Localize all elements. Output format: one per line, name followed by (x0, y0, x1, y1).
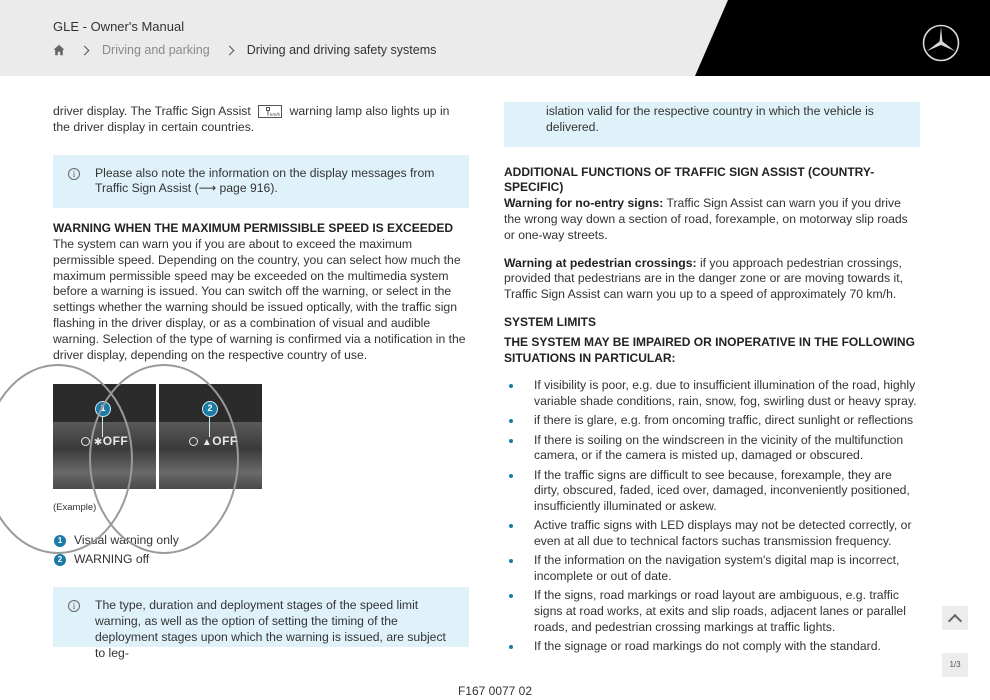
image-marker: 1 (95, 401, 111, 417)
limitations-list (504, 378, 920, 654)
legend-item (53, 531, 469, 550)
list-item: If visibility is poor, e.g. due to insufficient illumination of the road, highly variable shade conditions, rain, snow, fog, swirling dust or heavy spray. (504, 378, 920, 410)
image-marker: 2 (202, 401, 218, 417)
pedestrian-label: Warning at pedestrian crossings: (504, 255, 697, 270)
image-reference-code: F167 0077 02 (457, 684, 533, 698)
legend-number: 1 (54, 535, 66, 547)
breadcrumb-item-driving-and-parking[interactable]: Driving and parking (102, 43, 210, 57)
left-column (53, 104, 469, 660)
page-counter-button[interactable]: 1/3 (942, 653, 968, 677)
legend-text: Visual warning only (74, 532, 179, 547)
list-item: If the signs, road markings or road layout are ambiguous, e.g. traffic signs at road works, at exits and slip roads, adjacent lanes or parallel roads, and pedestrian crossing markings at traffic lights. (504, 588, 920, 635)
info-note-legislation (53, 587, 469, 660)
warning-triangle-icon: ▲ (201, 437, 213, 449)
manual-title: GLE - Owner's Manual (53, 19, 185, 34)
list-item: If the traffic signs are difficult to see because, forexample, they are dirty, obscured, faded, iced over, damaged, inconveniently positioned, insufficiently illuminated or askew. (504, 468, 920, 515)
image-label: ▲OFF (189, 434, 238, 451)
no-entry-text: Traffic Sign Assist can warn you if you drive the wrong way down a section of road, forexample, on motorway slip roads or one-way streets. (504, 196, 908, 242)
scroll-to-top-button[interactable] (942, 606, 968, 630)
info-note (53, 155, 469, 209)
legend-item (53, 550, 469, 569)
section-heading-system-limits: SYSTEM LIMITS (504, 314, 597, 329)
info-icon: i (68, 600, 80, 612)
visual-warning-icon: ✱ (93, 437, 103, 449)
info-note-text: Please also note the information on the display messages from Traffic Sign Assist (⟶ page 916). (95, 165, 435, 196)
list-item: If the signage or road markings do not comply with the standard. (504, 639, 920, 655)
list-item: if there is glare, e.g. from oncoming traffic, direct sunlight or reflections (504, 413, 920, 429)
no-entry-label: Warning for no-entry signs: (504, 196, 664, 211)
chevron-right-icon (224, 45, 234, 55)
info-icon: i (68, 168, 80, 180)
image-caption: (Example) (53, 502, 97, 514)
legend-text: WARNING off (74, 551, 150, 566)
home-icon[interactable] (53, 44, 65, 56)
pedestrian-paragraph (504, 256, 920, 303)
info-note-text: islation valid for the respective country in which the vehicle is delivered. (546, 104, 874, 134)
list-item: If there is soiling on the windscreen in the vicinity of the multifunction camera, or if the camera is misted up, damaged or obscured. (504, 433, 920, 465)
speed-warning-paragraph: The system can warn you if you are about to exceed the maximum permissible speed. Depending on the country, you can select how much the maximum permissible speed may be exceeded on the multimedia system before a warning is issued. You can switch off the warning, or select in the settings whether the warning should be issued optically, with the traffic sign flashing in the driver display, or as a combination of visual and audible warning. Selection of the type of warning is confirmed via a notification in the driver display, depending on the respective country of use. (53, 236, 466, 362)
section-heading-additional-functions: ADDITIONAL FUNCTIONS OF TRAFFIC SIGN ASSIST (COUNTRY-SPECIFIC) (504, 164, 875, 195)
speed-sign-icon (189, 437, 198, 446)
pedestrian-text: if you approach pedestrian crossings, provided that pedestrians are in the danger zone or are moving towards it, Traffic Sign Assist can warn you up to a speed of approximately 70 km/h. (504, 255, 904, 302)
intro-paragraph (53, 104, 469, 136)
subheading-impaired-situations: THE SYSTEM MAY BE IMPAIRED OR INOPERATIVE IN THE FOLLOWING SITUATIONS IN PARTICULAR: (504, 334, 915, 365)
image-legend (53, 531, 469, 569)
section-heading-speed-warning: WARNING WHEN THE MAXIMUM PERMISSIBLE SPEED IS EXCEEDED (53, 221, 454, 236)
example-image-warning-off (159, 384, 262, 489)
example-images (53, 384, 469, 489)
traffic-sign-warning-lamp-icon (258, 105, 282, 118)
breadcrumb-item-driving-safety-systems[interactable]: Driving and driving safety systems (246, 43, 437, 57)
image-label: ✱OFF (81, 434, 128, 451)
list-item: If the information on the navigation system's digital map is incorrect, incomplete or out of date. (504, 553, 920, 585)
info-note-text: The type, duration and deployment stages of the speed limit warning, as well as the option of setting the timing of the deployment stages upon which the warning is issued, are subject to leg- (95, 598, 446, 660)
intro-text-part1: driver display. The Traffic Sign Assist (53, 104, 251, 118)
no-entry-paragraph (504, 196, 920, 243)
mercedes-star-logo (922, 24, 960, 62)
svg-text:km/h: km/h (270, 112, 281, 117)
info-note-continued (504, 102, 920, 147)
speed-sign-icon (81, 437, 90, 446)
breadcrumb (53, 42, 436, 58)
intro-text-part2: warning lamp also lights up in the driver display in certain countries. (53, 104, 450, 134)
list-item: Active traffic signs with LED displays may not be detected correctly, or even at all due to technical factors suchas transmission frequency. (504, 518, 920, 550)
chevron-right-icon (80, 45, 90, 55)
right-column (504, 104, 920, 658)
legend-number: 2 (54, 554, 66, 566)
